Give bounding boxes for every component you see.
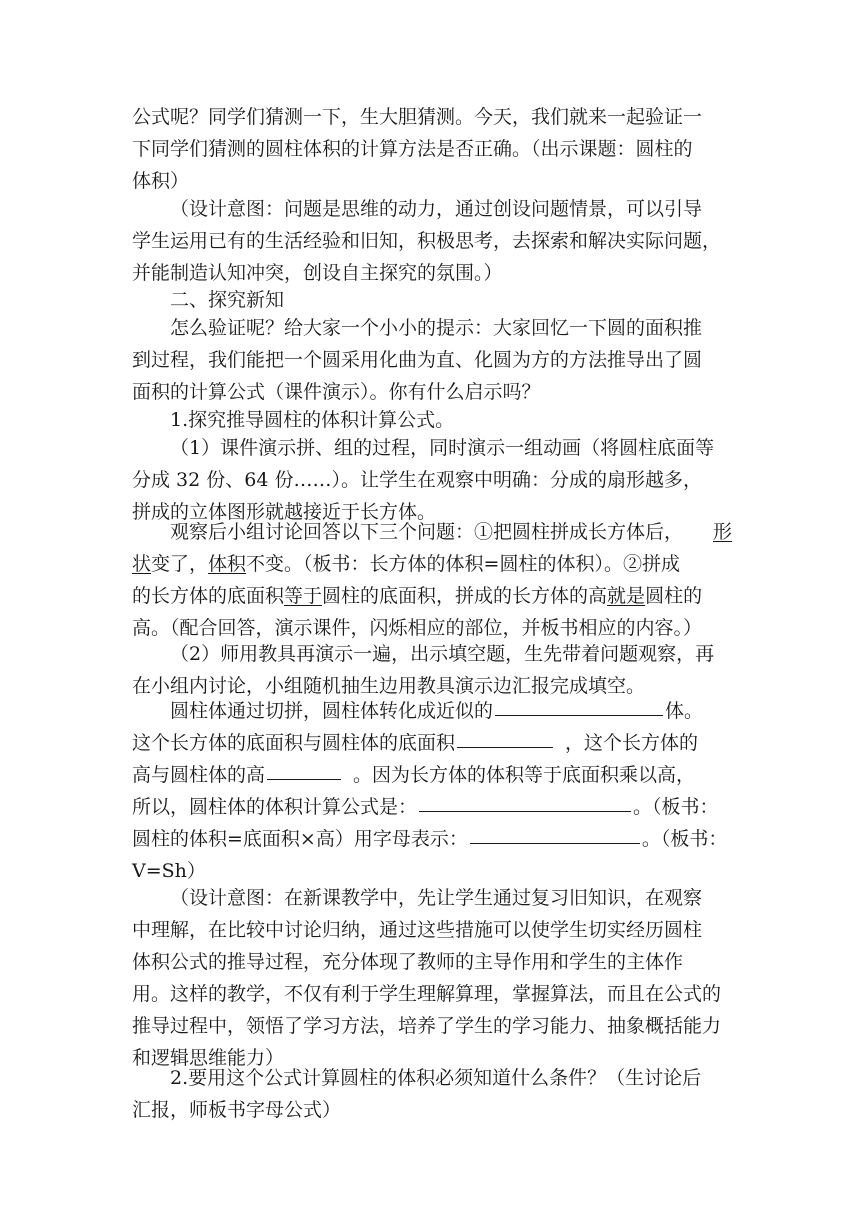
paragraph-line (170, 1062, 732, 1094)
line-text: 。（板书： (641, 828, 728, 850)
paragraph-line (132, 1094, 732, 1126)
underlined-text: 等于 (284, 585, 323, 607)
paragraph-line (132, 580, 732, 612)
line-text: （1）课件演示拼、组的过程，同时演示一组动画（将圆柱底面等 (170, 437, 715, 459)
paragraph-line (132, 101, 732, 133)
paragraph-line (132, 464, 732, 496)
line-text: 圆柱体通过切拼，圆柱体转化成近似的 (170, 700, 494, 722)
line-text: 怎么验证呢？给大家一个小小的提示：大家回忆一下圆的面积推 (170, 317, 703, 339)
paragraph-line (170, 432, 732, 464)
line-text: 高与圆柱体的高 (132, 764, 266, 786)
line-text: 不变。（板书：长方体的体积=圆柱的体积）。②拼成 (246, 553, 680, 575)
line-text: 体积） (132, 170, 190, 192)
subheading-text: 1.探究推导圆柱的体积计算公式。 (170, 409, 455, 431)
line-text: 高。（配合回答，演示课件，闪烁相应的部位，并板书相应的内容。） (132, 617, 703, 639)
line-text: 观察后小组讨论回答以下三个问题：①把圆柱拼成长方体后， (170, 521, 684, 543)
line-text: 推导过程中，领悟了学习方法，培养了学生的学习能力、抽象概括能力 (132, 1015, 722, 1037)
fill-blank-line (170, 695, 732, 727)
paragraph-line (170, 193, 732, 225)
line-text: 下同学们猜测的圆柱体积的计算方法是否正确。（出示课题：圆柱的 (132, 138, 693, 160)
underlined-text: 体积 (208, 553, 247, 575)
line-text: 变了， (151, 553, 209, 575)
line-text: 体。 (665, 700, 704, 722)
line-text: 并能制造认知冲突，创设自主探究的氛围。） (132, 262, 503, 284)
answer-blank[interactable] (470, 823, 640, 844)
fill-blank-line (132, 759, 732, 791)
paragraph-line (132, 978, 732, 1010)
line-text: 圆柱的底面积，拼成的长方体的高 (322, 585, 608, 607)
line-text: 。因为长方体的体积等于底面积乘以高， (353, 764, 696, 786)
line-text: 体积公式的推导过程，充分体现了教师的主导作用和学生的主体作 (132, 951, 684, 973)
paragraph-line (132, 548, 732, 580)
paragraph-line (170, 882, 732, 914)
line-text: 圆柱的体积=底面积×高）用字母表示： (132, 828, 468, 850)
paragraph-line (132, 946, 732, 978)
fill-blank-line (132, 823, 732, 855)
answer-blank[interactable] (495, 695, 663, 716)
line-text: 的长方体的底面积 (132, 585, 285, 607)
line-text: 汇报，师板书字母公式） (132, 1099, 342, 1121)
line-text: 所以，圆柱体的体积计算公式是： (132, 796, 418, 818)
line-text: （设计意图：在新课教学中，先让学生通过复习旧知识，在观察 (170, 887, 703, 909)
line-text: ，这个长方体的 (565, 732, 699, 754)
line-text: 用。这样的教学，不仅有利于学生理解算理，掌握算法，而且在公式的 (132, 983, 722, 1005)
underlined-text: 状 (132, 553, 152, 575)
line-text: 和逻辑思维能力） (132, 1047, 285, 1069)
line-text: 2.要用这个公式计算圆柱的体积必须知道什么条件？（生讨论后 (170, 1067, 702, 1089)
answer-blank[interactable] (457, 727, 553, 748)
line-text: 中理解，在比较中讨论归纳，通过这些措施可以使学生切实经历圆柱 (132, 919, 703, 941)
paragraph-line (170, 638, 732, 670)
answer-blank[interactable] (419, 791, 631, 812)
paragraph-line (132, 1010, 732, 1042)
line-text: 到过程，我们能把一个圆采用化曲为直、化圆为方的方法推导出了圆 (132, 349, 703, 371)
fill-blank-line (132, 791, 732, 823)
paragraph-line (170, 516, 732, 548)
line-text: （设计意图：问题是思维的动力，通过创设问题情景，可以引导 (170, 198, 703, 220)
line-text: 拼成的立体图形就越接近于长方体。 (132, 501, 437, 523)
fill-blank-line (132, 727, 732, 759)
underlined-text: 形 (712, 521, 732, 543)
line-text: 面积的计算公式（课件演示）。你有什么启示吗？ (132, 381, 541, 403)
paragraph-line (132, 225, 732, 257)
line-text: 分成 32 份、64 份……）。让学生在观察中明确：分成的扇形越多， (132, 469, 702, 491)
underlined-text: 就是 (607, 585, 646, 607)
line-text: V=Sh） (132, 860, 206, 882)
line-text: （2）师用教具再演示一遍，出示填空题，生先带着问题观察，再 (170, 643, 715, 665)
paragraph-line (132, 133, 732, 165)
answer-blank[interactable] (267, 759, 341, 780)
paragraph-line (132, 344, 732, 376)
line-text: 这个长方体的底面积与圆柱体的底面积 (132, 732, 456, 754)
line-text: 在小组内讨论，小组随机抽生边用教具演示边汇报完成填空。 (132, 675, 646, 697)
paragraph-line (132, 914, 732, 946)
line-text: 圆柱的 (645, 585, 703, 607)
line-text: 学生运用已有的生活经验和旧知，积极思考，去探索和解决实际问题， (132, 230, 722, 252)
heading-text: 二、探究新知 (170, 289, 285, 311)
line-text: 。（板书： (633, 796, 719, 818)
line-text: 公式呢？同学们猜测一下，生大胆猜测。今天，我们就来一起验证一 (132, 106, 703, 128)
paragraph-line (170, 312, 732, 344)
